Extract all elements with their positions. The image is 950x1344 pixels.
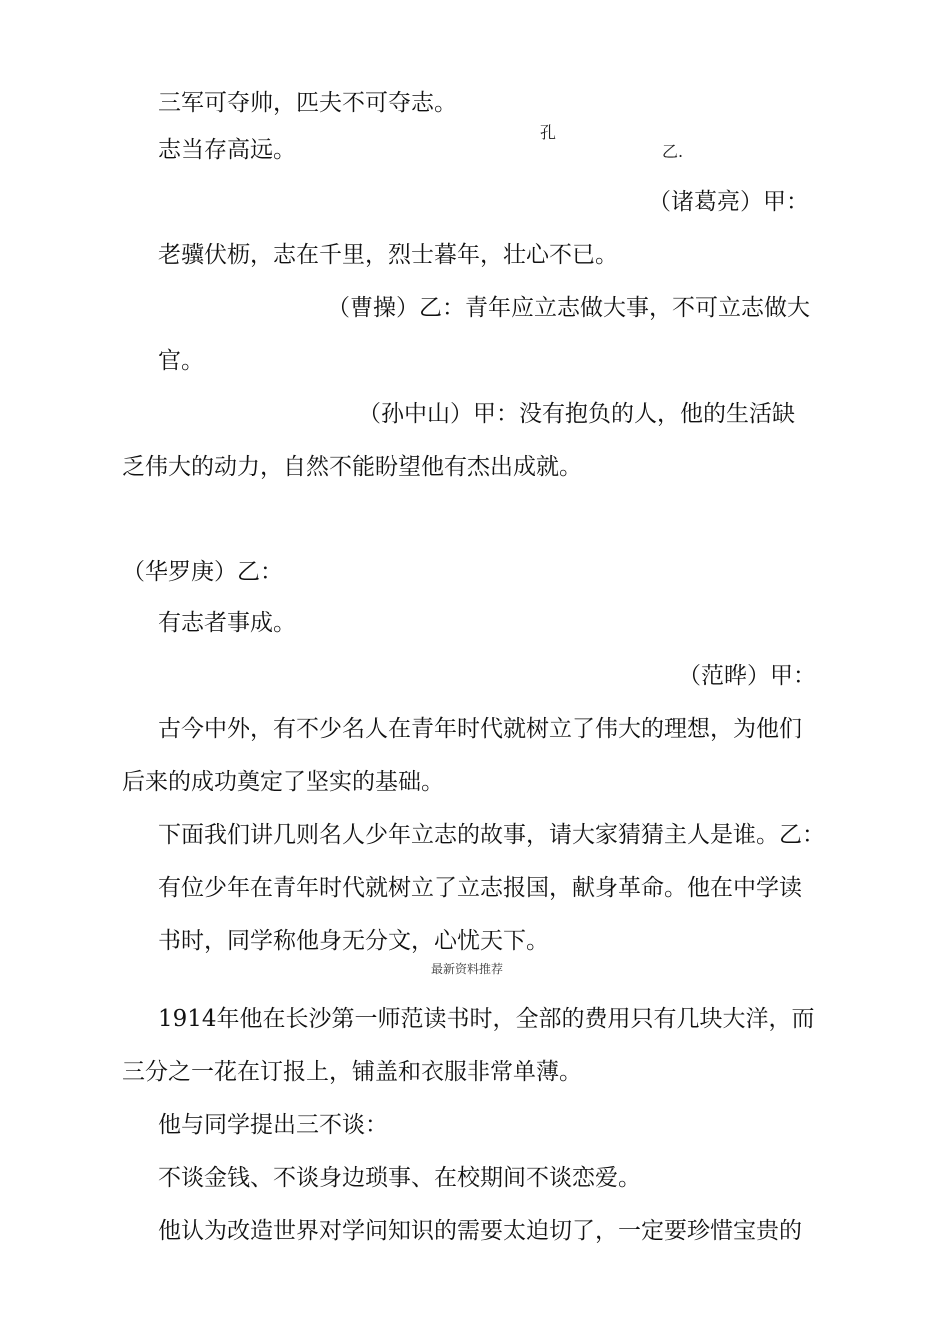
text-line-15: 有位少年在青年时代就树立了立志报国，献身革命。他在中学读 (158, 875, 802, 901)
text-line-10: 有志者事成。 (158, 610, 296, 636)
text-line-14: 下面我们讲几则名人少年立志的故事，请大家猜猜主人是谁。乙： (158, 822, 825, 848)
text-line-6: 官。 (158, 348, 204, 374)
stray-mark-1: 孔 (540, 123, 557, 142)
text-line-5: （曹操）乙：青年应立志做大事，不可立志做大 (327, 295, 810, 321)
text-line-1: 三军可夺帅，匹夫不可夺志。 (158, 90, 457, 116)
text-line-16: 书时，同学称他身无分文，心忧天下。 (158, 928, 549, 954)
text-line-21: 他认为改造世界对学问知识的需要太迫切了，一定要珍惜宝贵的 (158, 1218, 802, 1244)
text-line-7: （孙中山）甲：没有抱负的人，他的生活缺 (358, 401, 795, 427)
text-line-17: 1914年他在长沙第一师范读书时，全部的费用只有几块大洋，而 (158, 1006, 815, 1032)
text-line-12: 古今中外，有不少名人在青年时代就树立了伟大的理想，为他们 (158, 716, 802, 742)
text-line-3: （诸葛亮）甲： (648, 189, 809, 215)
text-line-4: 老骥伏枥，志在千里，烈士暮年，壮心不已。 (158, 242, 618, 268)
text-line-19: 他与同学提出三不谈： (158, 1112, 388, 1138)
text-line-20: 不谈金钱、不谈身边琐事、在校期间不谈恋爱。 (158, 1165, 641, 1191)
stray-mark-2: 乙. (662, 142, 684, 161)
text-line-8: 乏伟大的动力，自然不能盼望他有杰出成就。 (122, 454, 582, 480)
text-line-9: （华罗庚）乙： (122, 559, 283, 585)
page-footer: 最新资料推荐 (431, 962, 504, 976)
text-line-18: 三分之一花在订报上，铺盖和衣服非常单薄。 (122, 1059, 582, 1085)
text-line-2: 志当存高远。 (158, 137, 296, 163)
text-line-11: （范晔）甲： (678, 663, 816, 689)
text-line-13: 后来的成功奠定了坚实的基础。 (122, 769, 444, 795)
